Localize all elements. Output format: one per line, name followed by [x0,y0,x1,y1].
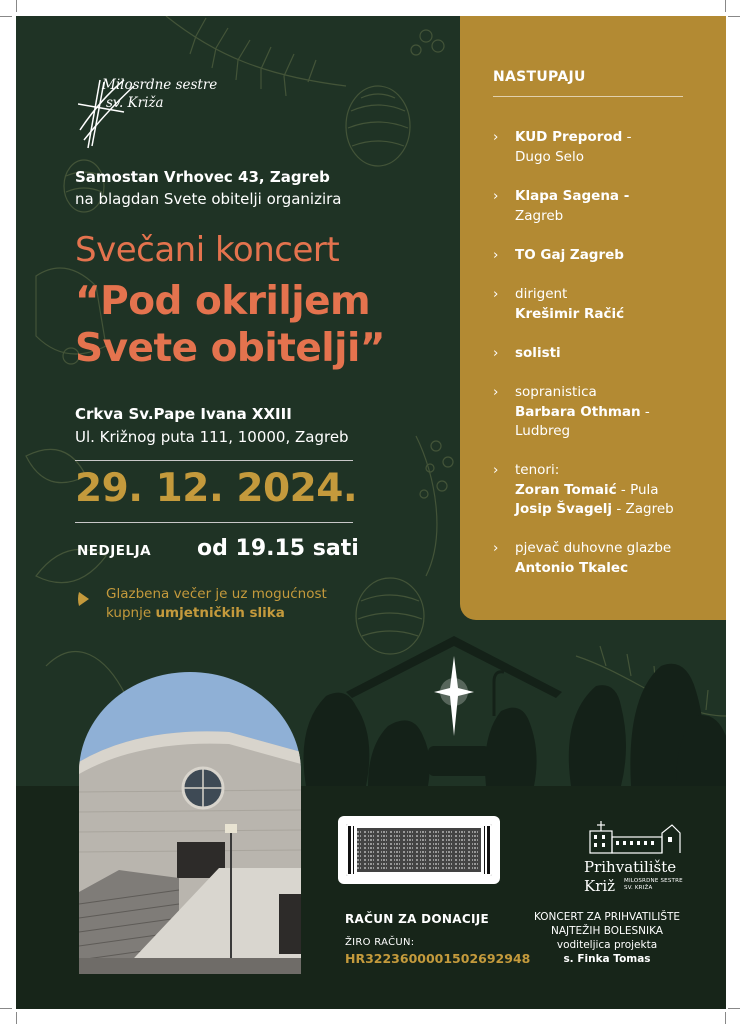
note-line2 [106,604,327,623]
chevron-right-icon: › [493,540,499,556]
performer-name: Antonio Tkalec [515,559,629,576]
performer-role: sopranistica [515,384,597,400]
performers-panel [460,16,726,620]
panel-divider [493,96,683,97]
chevron-right-icon: › [493,188,499,204]
concert-title-line2: Svete obitelji” [75,326,386,371]
event-time: od 19.15 sati [197,536,359,561]
chevron-right-icon: › [493,286,499,302]
performer-suffix: - [640,403,650,420]
note-line2-bold: umjetničkih slika [155,605,285,621]
crop-mark [728,1008,740,1009]
performer-name: solisti [515,345,561,361]
crop-mark [0,1008,12,1009]
barcode-icon [346,824,492,876]
chevron-right-icon: › [493,129,499,145]
event-date: 29. 12. 2024. [75,466,358,511]
project-line3: voditeljica projekta [556,939,658,951]
performer-place: Dugo Selo [515,148,584,165]
venue-address: Ul. Križnog puta 111, 10000, Zagreb [75,428,349,446]
crop-mark [0,16,12,17]
occasion-text: na blagdan Svete obitelji organizira [75,190,342,208]
performer-name: Josip Švagelj [515,501,613,517]
chevron-right-icon: › [493,247,499,263]
performer-role: tenori: [515,462,560,478]
performer-place: Ludbreg [515,423,571,439]
crop-mark [16,1012,17,1024]
performer-suffix: - [622,129,632,145]
performer-place: - Pula [616,481,659,498]
art-sale-note [106,585,327,623]
project-leader-name: s. Finka Tomas [563,953,651,965]
performer-item [493,344,713,364]
venue-name: Crkva Sv.Pape Ivana XXIII [75,405,292,423]
project-line2: NAJTEŽIH BOLESNIKA [551,925,663,937]
divider [75,522,353,523]
note-line1: Glazbena večer je uz mogućnost [106,586,327,602]
performer-item [493,128,713,167]
concert-subtitle: Svečani koncert [75,230,340,270]
performer-place: Zagreb [515,207,564,224]
performer-item [493,383,713,442]
church-photo [79,672,301,974]
performer-name: KUD Preporod [515,129,623,145]
note-line2-prefix: kupnje [106,605,156,621]
shelter-building-icon [588,819,682,855]
concert-title-line1: “Pod okriljem [75,279,371,324]
performer-name: Krešimir Račić [515,305,625,322]
divider [75,460,353,461]
giro-label: ŽIRO RAČUN: [345,937,415,948]
performer-item [493,461,713,520]
performer-item [493,285,713,324]
performer-role: dirigent [515,286,568,302]
chevron-right-icon: › [493,384,499,400]
crop-mark [725,0,726,12]
concert-poster [16,16,726,1009]
shelter-subtitle-line2: SV. KRIŽA [624,885,653,891]
organizer-logo-text [102,76,217,112]
concert-title [75,278,385,372]
performer-name: Barbara Othman [515,403,641,420]
payment-barcode [338,816,500,884]
project-line4 [516,952,698,966]
crop-mark [725,1012,726,1024]
organizer-logo-line1: Milosrdne sestre [102,77,218,93]
project-line1: KONCERT ZA PRIHVATILIŠTE [533,911,681,923]
iban-number: HR3223600001502692948 [345,951,531,966]
event-day: NEDJELJA [77,543,152,559]
chevron-right-icon: › [493,345,499,361]
performer-name: TO Gaj Zagreb [515,247,624,263]
performer-item [493,539,713,578]
project-info [516,910,698,966]
shelter-subtitle-line1: MILOSRDNE SESTRE [624,878,683,884]
performer-name: Zoran Tomaić [515,481,617,498]
chevron-right-icon: › [493,462,499,478]
organizer-logo-line2: sv. Križa [106,95,164,111]
performer-item [493,246,713,266]
crop-mark [728,16,740,17]
performer-item [493,187,713,226]
shelter-name-line1: Prihvatilište [584,858,677,876]
shelter-subtitle [624,878,683,892]
performer-name: Klapa Sagena - [515,188,630,204]
performer-role: pjevač duhovne glazbe [515,540,672,556]
crop-mark [16,0,17,12]
donation-title: RAČUN ZA DONACIJE [345,912,489,926]
performer-place: - Zagreb [612,501,674,517]
performers-title: NASTUPAJU [493,69,586,85]
triangle-arrow-icon [77,591,91,607]
organizer-address: Samostan Vrhovec 43, Zagreb [75,168,330,186]
shelter-name-line2: Križ [584,877,616,895]
